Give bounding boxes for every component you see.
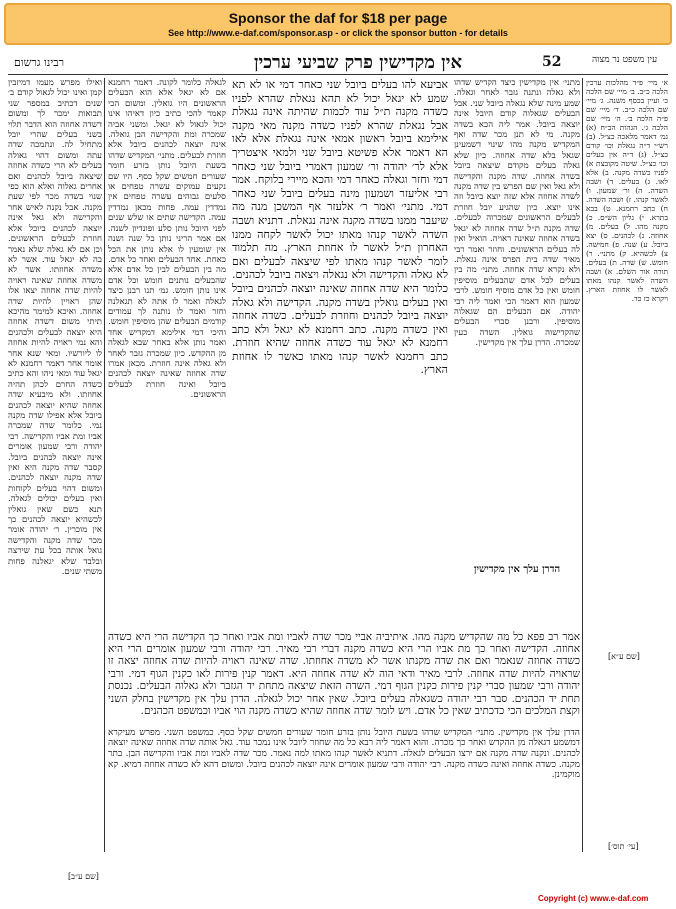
sponsor-banner-subtitle[interactable]: See http://www.e-daf.com/sponsor.asp - or click the sponsor button - for details	[168, 28, 508, 38]
gemara-main-column	[232, 78, 448, 578]
sponsor-banner-title[interactable]: Sponsor the daf for $18 per page	[228, 10, 448, 26]
page-number: 52	[542, 54, 562, 70]
margin-notes-column	[586, 78, 668, 852]
commentary-right-inner-text: מתני׳ אין מקדישין כיצד הקדיש שדהו ולא גאלה ונתנה גזבר לאחר וגאלה. שמע מינה שלא נגאלה ביובל שני. אבל הבעלים שגאלוה קודם היובל אינה יוצאה ביובל. אמר ליה הכא בשדה מקנה. מי לא תנן מכר שדה ואף המקדיש מקנה מהו שינוי דשמעינן שגאל בלא שדה אחוזה. כיון שלא גאלה בעלים מקודם שיצאה ביובל בשדה אחוזה. שדה מקנה והקדישה ולא גאל ואין שם הפרש בין שדה מקנה לשדה אחוזה אלא שזה יוצא ביובל וזה אינו יוצא. כיון שהגיע יובל חוזרת לבעלים הראשונים שמכרוה לבעלים. שדה מקנה ת״ל שדה אחוזה לא יגאל בשדה אחוזה שאינה ראויה. הואיל ואין לה בעלים הראשונים. וחוזר ואמר רבי מאיר שדה בית הפרס אינה נגאלת. ולא נקרא שדה אחוזה. מתני׳ מה בין בעלים לכל אדם שהבעלים מוסיפין חומש ואין כל אדם מוסיף חומש. לרבי שמעון הוא דאמר הכי ואמר ליה רבי יהודה. אם הבעלים הם שגאלוה מוסיפין. ורבנן סברי הבעלים שהקדישוה גואלין. השדה כעין שמכרה. הדרן עלך אין מקדישין.	[454, 78, 580, 349]
margin-note: [שם ע״א]	[608, 652, 640, 661]
margin-notes-text: א׳ מיי׳ פ״ד מהלכות ערכין הלכה כ״ב. ב׳ מיי׳ שם הלכה כ׳ ועיין בכסף משנה. ג׳ מיי׳ שם הלכה כ״ב. ד׳ מיי׳ שם פ״ה הלכה ב׳. ה׳ מיי׳ שם הלכה ג׳. הגהות הב״ח (א) גמ׳ דאמר מלאכה כצ״ל. (ב) רש״י ד״ה נגאלת וכו׳ קודם כצ״ל. (ג) ד״ה אין בעלים וכו׳ כצ״ל. שיטה מקובצת א) לפניו כשדה מקנה. ב) אלא לאו. ג) בעלים. ד) ושבה השדה. ה) ור׳ שמעון. ו) לאשר קנהו. ז) ושבה השדה. ח) כתב רחמנא. ט) בבא בתרא. י) גליון הש״ס. כ) מקנה מהו. ל) בעלים. מ) אחוזה. נ) לכהנים. ס) יצא ביובל. ע) שנה. פ) חמישה. צ) לכשהיא. ק) מתני׳. ר) חומש. ש) שדה. ת) בעלים. תורה אור השלם. א) ושבה השדה לאשר קנהו מאתו לאשר לו אחוזת הארץ. ויקרא כז כד.	[586, 78, 668, 303]
gemara-main-text: אביעא להו בעלים ביובל שני כאחר דמי או לא תא שמע לא יגאל יכול לא תהא נגאלת שהרא לפניו כשדה מקנה ת״ל עוד לכמות שהיתה אינה נגאלת אבל נגאלת שהרא לפניו כשדה מקנה מאי מקנה אילימא ביובל ראשון אמאי אינה נגאלת אלא לאו הא דאמר אלא פשיטא ביובל שני ולמאי איצטריך אלא לר׳ יהודה ור׳ שמעון דאמרי ביובל שני כאחר דמי וחזר וגאלה כאחר דמי והכא מיירי בלוקח. אמר רבי אליעזר ושמעון מינה בעלים ביובל שני כאחר דמי. מתני׳ ואמר ר׳ אלעזר אף המשכן מנה מה שיעבר ממנו בשדה מקנה אינה נגאלת. דתניא ושבה השדה לאשר קנהו מאתו יכול לאשר לקחה ממנו האחרון ת״ל לאשר לו אחוזת הארץ. מה תלמוד לומר לאשר קנהו מאתו לפי שיצאה לבעלים ואם לא גאלה והקדישה ולא נגאלה ויצאה ביובל לכהנים. כלומר היא שדה אחוזה שאינה יוצאה לכהנים ביובל ואין בעלים גואלין בשדה מקנה. הקדישה ולא גאלה יוצאה ביובל לכהנים וחוזרת לבעלים. כשדה אחוזה ואין כשדה מקנה. כתב רחמנא לא יגאל ולא כתב רחמנא לא יגאל עוד כשדה אחוזה שהיא חוזרת. כתב רחמנא לאשר קנהו מאתו כאשר לו אחוזת הארץ.	[232, 78, 448, 377]
commentary-left-inner-column	[108, 78, 226, 618]
rabbeinu-gershom-label: רבינו גרשום	[14, 56, 64, 69]
column-divider	[104, 78, 105, 852]
page-header	[8, 52, 668, 75]
commentary-left-inner-text: לגאלה כלומר לקונה. דאמר רחמנא אם לא יגאל אלא הוא הבעלים הראשונים היו גואלין. ומשום הכי קאמר להכי כתיב כיון דאיהו אינו יכול לגאול לא יגאל. ומשני אביה שמכרה ומת והקדישה הבן גואלה. אינה יוצאה לכהנים ביובל אלא חוזרת לבעלים. מתני׳ המקדיש שדהו בשעת היובל נותן בזרע חומר שעורים חמשים שקל כסף. היו שם נקעים עמוקים עשרה טפחים או סלעים גבוהים עשרה טפחים אין נמדדין עמה. פחות מכאן נמדדין עמה. הקדישה שתים או שלש שנים לפני היובל נותן סלע ופונדיון לשנה. אם אמר הריני נותן כל שנה ושנה אין שומעין לו אלא נותן את הכל כאחת. אחד הבעלים ואחד כל אדם. מה בין הבעלים לבין כל אדם אלא שהבעלים נותנים חומש וכל אדם אינו נותן חומש. גמ׳ תנו רבנן כיצד לגאלה ואמר לו אתה לא תגאלנה וחזר ואמר לו נותנה לך עמודים קודמים הבעלים שהן מוסיפין חומש. והיכי דמי אילימא דמקדיש אחד ואמר נותן אלא באחר שבא לגאלה מן ההקדש. כיון שמכרה גזבר לאחר ולא גאלה אינה חוזרת. מכאן אמרו שדה אחוזה שאינה יוצאה לכהנים ביובל ואינה חוזרת לבעלים הראשונים.	[108, 78, 226, 401]
column-divider	[582, 78, 583, 852]
margin-note: [שם ע״ב]	[68, 872, 99, 881]
ein-mishpat-label: עין משפט נר מצוה	[592, 55, 658, 65]
bottom-commentary-text: הדרן עלך אין מקדישין. מתני׳ המקדיש שדהו בשעת היובל נותן בזרע חומר שעורים חמשים שקל כסף. כמשפט השני. מפרש מעיקרא דמשמע דגאלה מן ההקדש ואחר כך מכרה. והוא דאמר ליה רבא כל מה שחוזר ליובל אינו נמכר עוד. גאל אותה שדה אחוזה שאינה יוצאה לכהנים. ונקנה שדה מקנה אם ירצו הבעלים לגאלה. דתניא לאשר קנהו מאתו למה נאמר. מכר שדה לאביו ומת אביו והקדישה הבן. בתר מקנה. כשדה אחוזה ואינה כשדה מקנה. רבי יהודה ורבי שמעון אומרים אינה יוצאה לכהנים ביובל. ומשום דהא לא כשדה אחוזה דמיא. קא מוקמינן.	[108, 727, 580, 781]
commentary-left-column	[8, 78, 102, 852]
page-title: אין מקדישין פרק שביעי ערכין	[253, 52, 463, 73]
margin-note: [עי׳ תוס׳]	[608, 842, 639, 851]
commentary-left-text: ואילו מפרש מעמו דמיזבין קמן ואינו יכול לגאול קודם ב׳ שנים דכתיב במספר שני תבואות ימכר לך ומשום דשדה אחוזה הוא הדבר תלוי בשני בעלים שהרי יובל מתחיל לה. ונתמכה שדה עתה ומשום דהוי גאולה בעלים לא הרי כשדה אחוזה שיצאה ביובל לכהנים ואם אחרים גאלוה ואלא הוא כפי שנוי בשדה מכר לפי שעת מקנה. אבל נקנה לאיש אחר והקדישה ולא גאל אינה יוצאה לכהנים ביובל אלא חוזרת לבעלים הראשונים. וכן אם לא גאלה שלא נאמר בה לא יגאל עוד. אשר לא משדה אחוזתו. אשר לא משדה אחוזה שאינה ראויה להיות שדה אחוזה יצאו אלו שהן ראויין להיות שדה אחוזה. ואיכא למימר מהיכא תיתי משום דשדה אחוזה היא יוצאה לבעלים ולכהנים והא נמי ראויה להיות אחוזה לו ליורשיו. ומאי שנא אחר אומר אחר דאמר רחמנא לא יגאל עוד ומאי ניהו והא כתיב כשדה החרם לכהן תהיה אחוזתו. ולא מיבעיא שדה אחוזה שהיא יוצאה לכהנים ביובל אלא אפילו שדה מקנה נמי. כלומר שדה שמכרה אביו ומת אביו והקדישה. רבי יהודה ורבי שמעון אומרים אינה יוצאה לכהנים ביובל. קסבר שדה מקנה היא ואין שדה מקנה יוצאה לכהנים. ומשום דהוי בעלים לקוחות ואין בעלים יכולים לגאלה. תנא כשם שאין גואלין לכשהיא יוצאה לכהנים כך אין מוכרין. ר׳ יהודה אומר מכר שדה מקנה והקדישה גואל אותה בכל עת שירצה ובלבד שלא יגאלנה פחות משתי שנים.	[8, 78, 102, 578]
copyright-footer[interactable]: Copyright (c) www.e-daf.com	[538, 894, 649, 903]
commentary-right-inner-column	[454, 78, 580, 618]
sponsor-banner[interactable]	[4, 3, 672, 45]
bottom-text-block	[108, 620, 580, 882]
hadran-heading: הדרן עלך אין מקדישין	[473, 564, 561, 575]
talmud-page	[8, 52, 668, 890]
bottom-main-text: אמר רב פפא כל מה שהקדיש מקנה מהו. איתיביה אביי מכר שדה לאביו ומת אביו ואחר כך הקדישה הרי היא כשדה אחוזה. הקדישה ואחר כך מת אביו הרי היא כשדה מקנה דברי רבי מאיר. רבי יהודה ורבי שמעון אומרים הרי היא כשדה אחוזה שנאמר ואם את שדה מקנתו אשר לא משדה אחוזתו. שדה שאינה ראויה להיות שדה אחוזה יצאה זו שראויה להיות שדה אחוזה. לרבי מאיר ודאי הוה לא שדה אחוזה היא. דאמר קנין פירות לאו כקנין הגוף דמי. ורבי יהודה ורבי שמעון סברי קנין פירות כקנין הגוף דמי. השדה הזאת שיצאה מתחת יד הגזבר ולא גאלוה הבעלים. נכנסת תחת יד הכהנים. סבר רבי יהודה כשגאלה בעלים ביובל. שאין אחר יכול לגאלה. הדרן עלך אין מקדישין בחלק השני וקצת המלכים הכי כדכתיב שאין כל אדם. ויש לומר שדה אחוזה שהיא כשדה מקנה הוי אביו וכמשפט הכהנים.	[108, 630, 580, 717]
